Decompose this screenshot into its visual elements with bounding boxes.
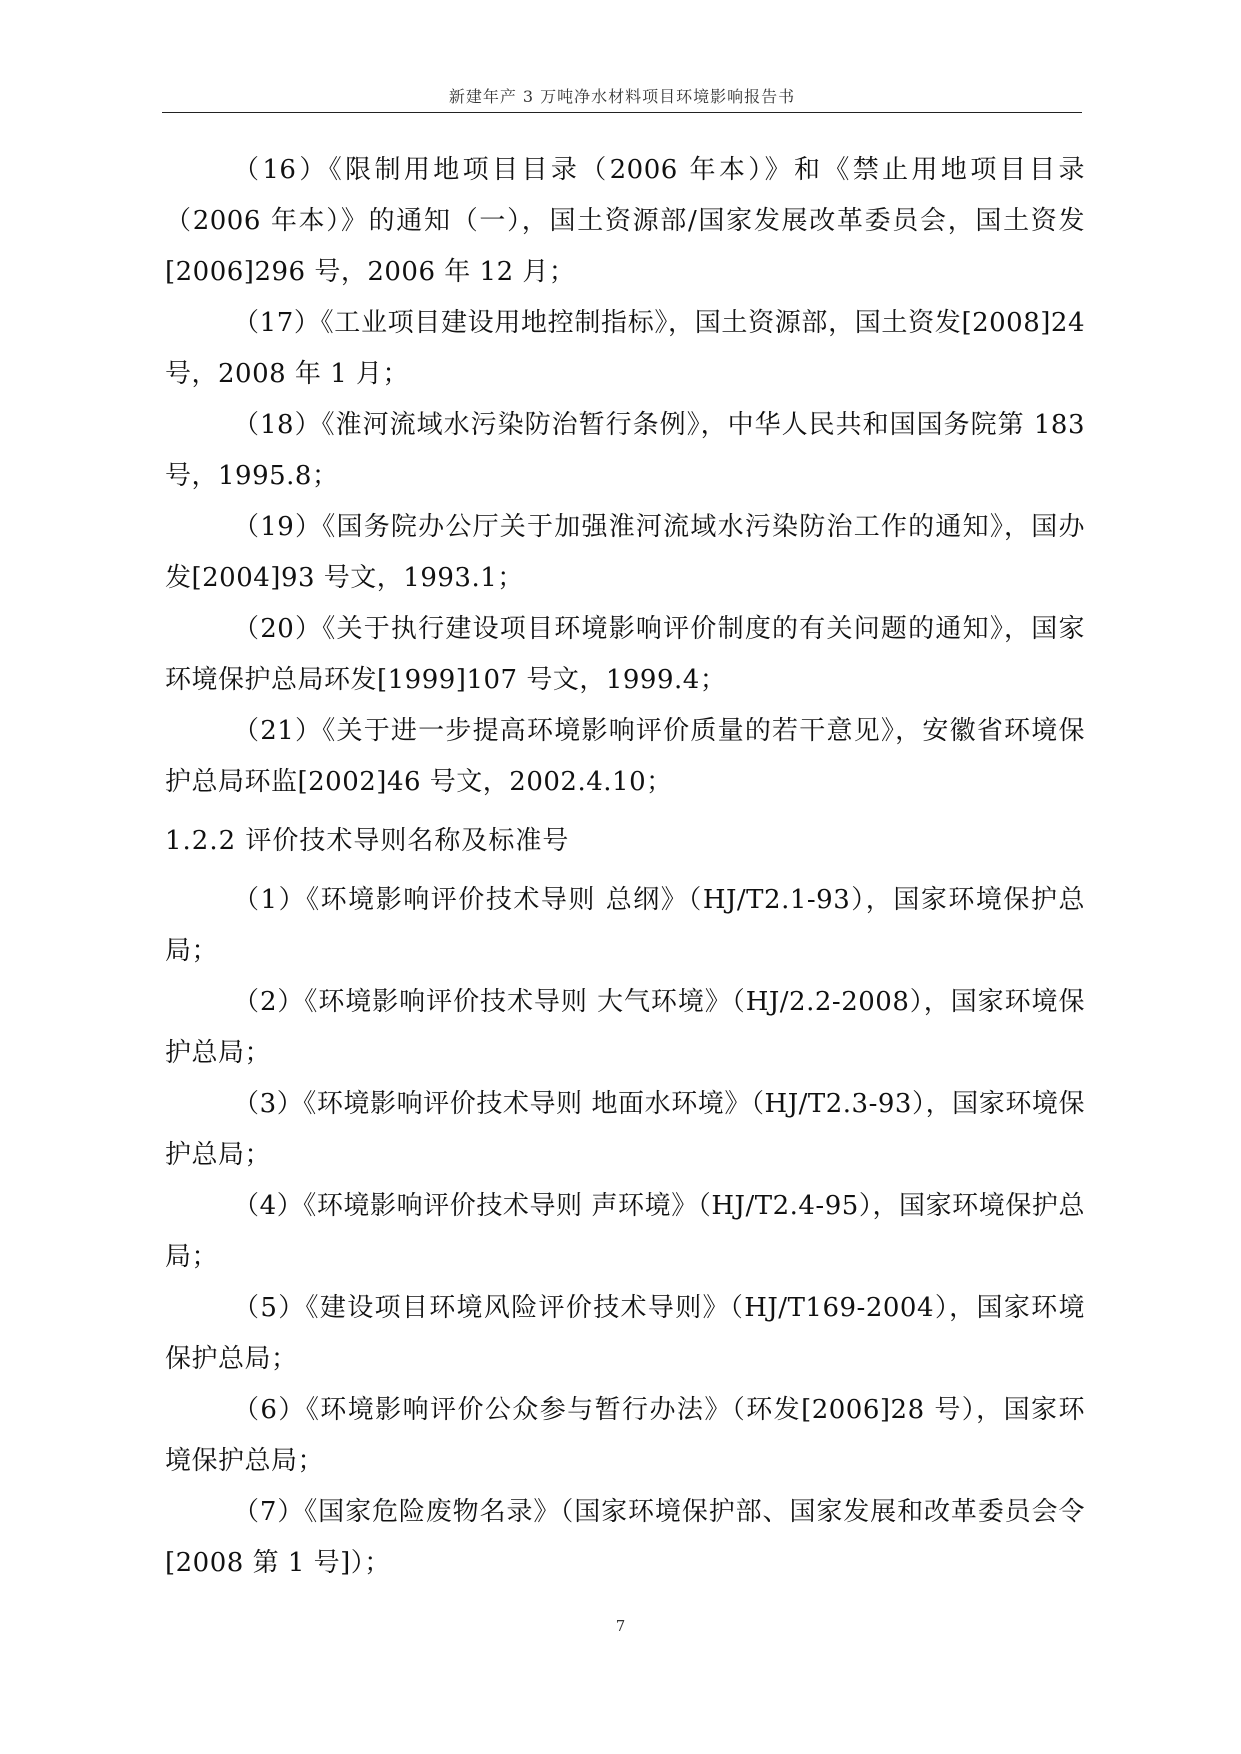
page-number: 7 — [615, 1617, 626, 1635]
guideline-item-6: （6）《环境影响评价公众参与暂行办法》（环发[2006]28 号），国家环境保护总局； — [165, 1395, 1085, 1476]
document-body — [165, 145, 1085, 1589]
list-item-19: （19）《国务院办公厅关于加强淮河流域水污染防治工作的通知》，国办发[2004]93 号文，1993.1； — [165, 512, 1085, 593]
guideline-item-3: （3）《环境影响评价技术导则 地面水环境》（HJ/T2.3-93），国家环境保护总局； — [165, 1089, 1085, 1170]
guideline-item-2: （2）《环境影响评价技术导则 大气环境》（HJ/2.2-2008），国家环境保护总局； — [165, 987, 1085, 1068]
list-item-17: （17）《工业项目建设用地控制指标》，国土资源部，国土资发[2008]24 号，2008 年 1 月； — [165, 308, 1085, 389]
guideline-item-7: （7）《国家危险废物名录》（国家环境保护部、国家发展和改革委员会令[2008 第 1 号]）； — [165, 1497, 1085, 1578]
list-item-21: （21）《关于进一步提高环境影响评价质量的若干意见》，安徽省环境保护总局环监[2002]46 号文，2002.4.10； — [165, 716, 1085, 797]
guideline-item-5: （5）《建设项目环境风险评价技术导则》（HJ/T169-2004），国家环境保护总局； — [165, 1293, 1085, 1374]
list-item-20: （20）《关于执行建设项目环境影响评价制度的有关问题的通知》，国家环境保护总局环发[1999]107 号文，1999.4； — [165, 614, 1085, 695]
page-header-title: 新建年产 3 万吨净水材料项目环境影响报告书 — [448, 87, 796, 106]
guideline-item-4: （4）《环境影响评价技术导则 声环境》（HJ/T2.4-95），国家环境保护总局； — [165, 1191, 1085, 1272]
list-item-18: （18）《淮河流域水污染防治暂行条例》，中华人民共和国国务院第 183 号，1995.8； — [165, 410, 1085, 491]
section-heading: 1.2.2 评价技术导则名称及标准号 — [165, 826, 570, 856]
guideline-item-1: （1）《环境影响评价技术导则 总纲》（HJ/T2.1-93），国家环境保护总局； — [165, 885, 1085, 966]
header-divider — [162, 112, 1082, 113]
list-item-16: （16）《限制用地项目目录（2006 年本）》和《禁止用地项目目录（2006 年本）》的通知（一），国土资源部/国家发展改革委员会，国土资发[2006]296 号，2006 年 12 月； — [165, 155, 1085, 287]
